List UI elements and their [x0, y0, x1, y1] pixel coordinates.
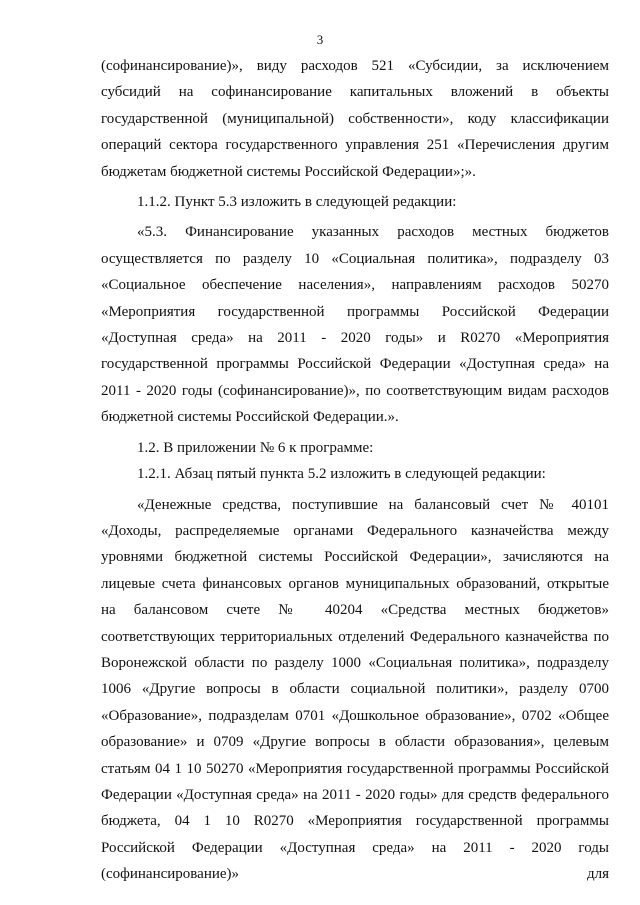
paragraph-item-1-1-2: 1.1.2. Пункт 5.3 изложить в следующей редакции:	[137, 194, 457, 211]
paragraph-item-1-2: 1.2. В приложении № 6 к программе:	[137, 439, 374, 456]
paragraph-continuation: (софинансирование)», виду расходов 521 «Субсидии, за исключением субсидий на софинансирование капитальных вложений в объекты государственной (муниципальной) собственности», коду классификации операций сектора государственного управления 251 «Перечисления другим бюджетам бюджетной системы Российской Федерации»;».	[101, 58, 609, 180]
paragraph-quote-5-3: «5.3. Финансирование указанных расходов местных бюджетов осуществляется по разделу 10 «Социальная политика», подразделу 03 «Социальное обеспечение населения», направлениям расходов 50270 «Мероприятия государственной программы Российской Федерации «Доступная среда» на 2011 - 2020 годы» и R0270 «Мероприятия государственной программы Российской Федерации «Доступная среда» на 2011 - 2020 годы (софинансирование)», по соответствующим видам расходов бюджетной системы Российской Федерации.».	[101, 224, 609, 426]
paragraph-item-1-2-1: 1.2.1. Абзац пятый пункта 5.2 изложить в следующей редакции:	[137, 466, 546, 483]
page-number: 3	[316, 32, 324, 47]
document-body	[101, 53, 609, 888]
paragraph-quote-funds: «Денежные средства, поступившие на балансовый счет № 40101 «Доходы, распределяемые органами Федерального казначейства между уровнями бюджетной системы Российской Федерации», зачисляются на лицевые счета финансовых органов муниципальных образований, открытые на балансовом счете № 40204 «Средства местных бюджетов» соответствующих территориальных отделений Федерального казначейства по Воронежской области по разделу 1000 «Социальная политика», подразделу 1006 «Другие вопросы в области социальной политики», разделу 0700 «Образование», подразделам 0701 «Дошкольное образование», 0702 «Общее образование» и 0709 «Другие вопросы в области образования», целевым статьям 04 1 10 50270 «Мероприятия государственной программы Российской Федерации «Доступная среда» на 2011 - 2020 годы» для средств федерального бюджета, 04 1 10 R0270 «Мероприятия государственной программы Российской Федерации «Доступная среда» на 2011 - 2020 годы (софинансирование)» для	[101, 496, 609, 883]
